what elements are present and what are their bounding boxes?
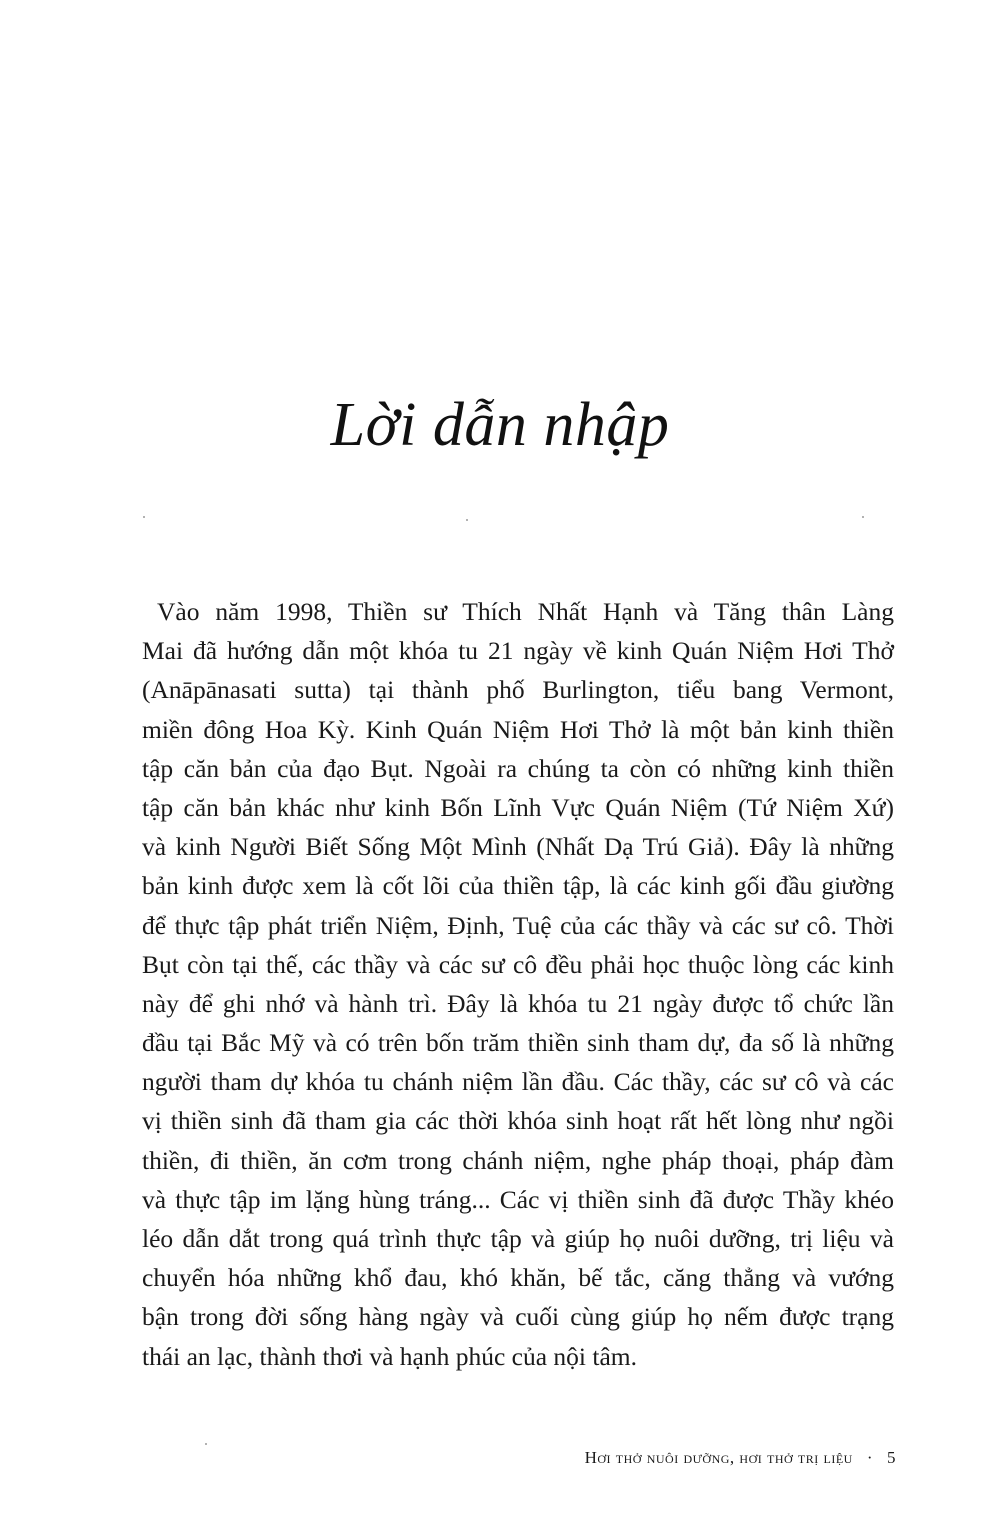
- page-footer: [585, 1446, 896, 1470]
- paragraph-line: bản kinh được xem là cốt lõi của thiền tập, là các kinh gối đầu giường: [142, 871, 894, 901]
- paragraph-line: chuyển hóa những khổ đau, khó khăn, bế tắc, căng thẳng và vướng: [142, 1263, 894, 1293]
- paragraph-line: tập căn bản của đạo Bụt. Ngoài ra chúng ta còn có những kinh thiền: [142, 753, 894, 783]
- paragraph-line: đầu tại Bắc Mỹ và có trên bốn trăm thiền sinh tham dự, đa số là những: [142, 1028, 894, 1058]
- paragraph-line: này để ghi nhớ và hành trì. Đây là khóa tu 21 ngày được tổ chức lần: [142, 988, 894, 1018]
- paragraph-line: Bụt còn tại thế, các thầy và các sư cô đều phải học thuộc lòng các kinh: [142, 949, 894, 979]
- paragraph-line: léo dẫn dắt trong quá trình thực tập và giúp họ nuôi dưỡng, trị liệu và: [142, 1224, 894, 1253]
- paragraph-line: tập căn bản khác như kinh Bốn Lĩnh Vực Quán Niệm (Tứ Niệm Xứ): [142, 792, 894, 822]
- chapter-title: Lời dẫn nhập: [330, 391, 670, 459]
- footer-separator: ·: [866, 1448, 873, 1467]
- paragraph-line: bận trong đời sống hàng ngày và cuối cùng giúp họ nếm được trạng: [142, 1302, 894, 1332]
- paragraph-line: và kinh Người Biết Sống Một Mình (Nhất Dạ Trú Giả). Đây là những: [142, 832, 894, 862]
- page-number: 5: [887, 1448, 896, 1467]
- paragraph-line: và thực tập im lặng hùng tráng... Các vị thiền sinh đã được Thầy khéo: [142, 1184, 894, 1214]
- paragraph-line: thái an lạc, thành thơi và hạnh phúc của nội tâm.: [142, 1341, 637, 1371]
- paper-speck: [862, 516, 864, 518]
- paragraph-line: Mai đã hướng dẫn một khóa tu 21 ngày về kinh Quán Niệm Hơi Thở: [142, 636, 894, 666]
- paragraph-line: miền đông Hoa Kỳ. Kinh Quán Niệm Hơi Thở là một bản kinh thiền: [142, 714, 894, 744]
- paragraph-line: thiền, đi thiền, ăn cơm trong chánh niệm, nghe pháp thoại, pháp đàm: [142, 1145, 894, 1175]
- running-title: Hơi thở nuôi dưỡng, hơi thở trị liệu: [584, 1448, 853, 1467]
- paragraph-line: vị thiền sinh đã tham gia các thời khóa sinh hoạt rất hết lòng như ngồi: [142, 1106, 894, 1136]
- paragraph-line: Vào năm 1998, Thiền sư Thích Nhất Hạnh và Tăng thân Làng: [157, 597, 894, 626]
- paragraph-line: người tham dự khóa tu chánh niệm lần đầu. Các thầy, các sư cô và các: [142, 1067, 894, 1097]
- intro-paragraph: [142, 592, 894, 1376]
- paper-speck: [466, 519, 468, 521]
- paper-speck: [143, 516, 145, 518]
- paragraph-line: để thực tập phát triển Niệm, Định, Tuệ của các thầy và các sư cô. Thời: [142, 910, 894, 940]
- paper-speck: [205, 1443, 207, 1445]
- paragraph-line: (Anāpānasati sutta) tại thành phố Burlington, tiểu bang Vermont,: [142, 675, 894, 705]
